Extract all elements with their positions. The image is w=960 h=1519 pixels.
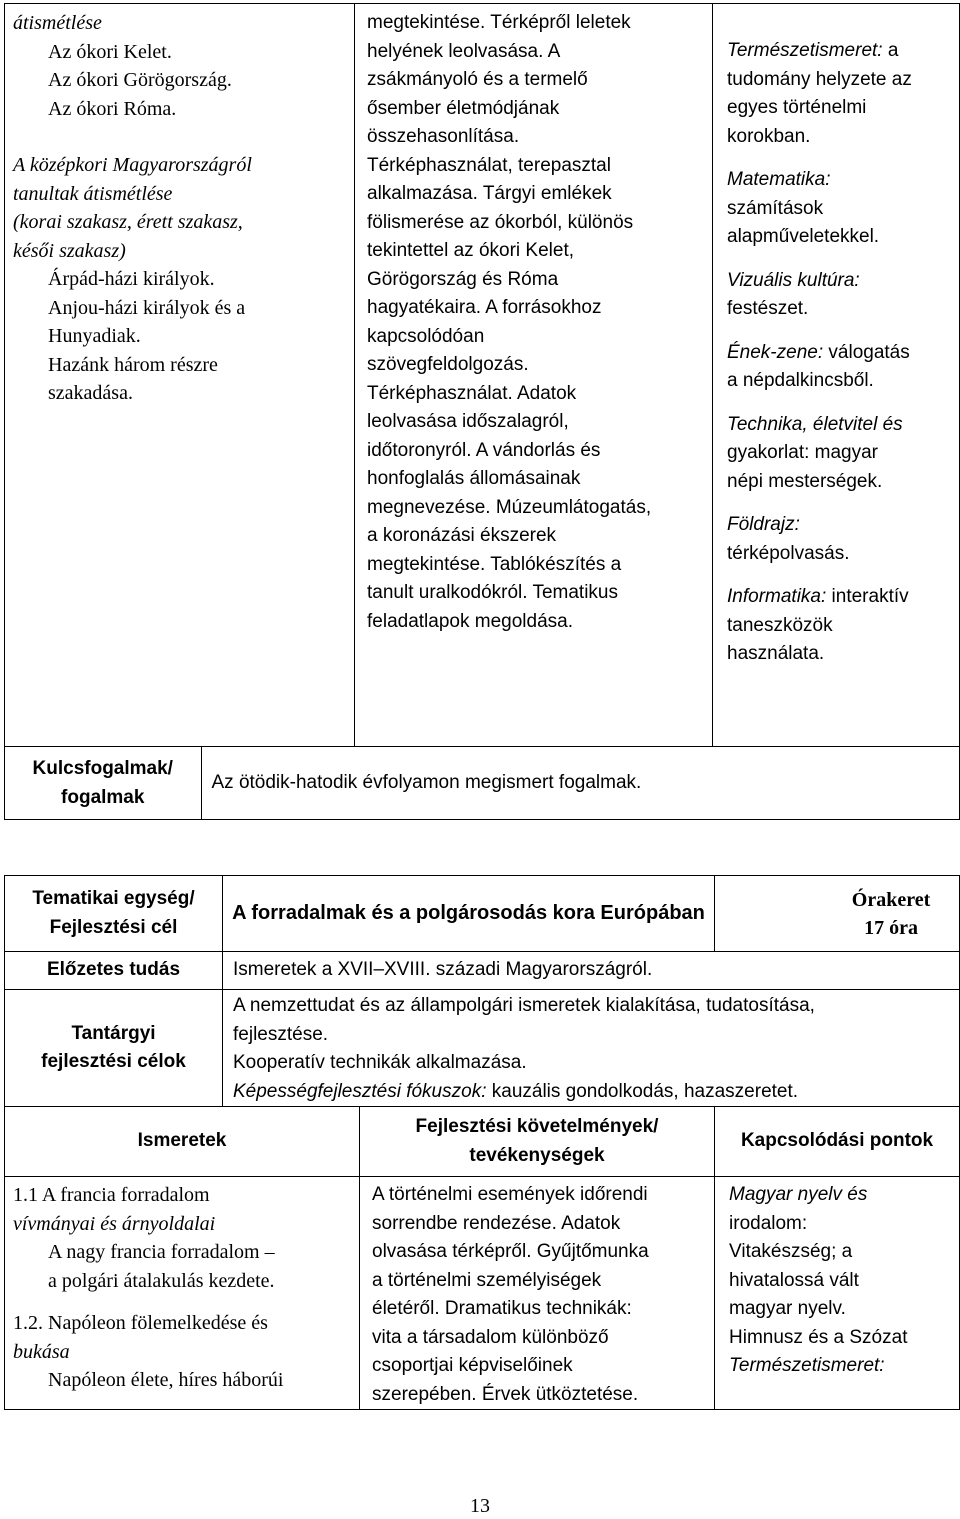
list-item: fölismerése az ókorból, különös bbox=[367, 211, 634, 233]
list-item: a koronázási ékszerek bbox=[367, 525, 557, 546]
topic-number: 1.1 A francia forradalom bbox=[13, 1184, 210, 1206]
list-item: alapműveletekkel. bbox=[727, 226, 880, 247]
list-item: Kooperatív technikák alkalmazása. bbox=[233, 1052, 527, 1073]
page-number: 13 bbox=[470, 1495, 490, 1517]
list-item: A középkori Magyarországról bbox=[13, 154, 252, 176]
list-item: magyar nyelv. bbox=[729, 1298, 846, 1319]
prior-label: Előzetes tudás bbox=[5, 952, 223, 990]
key-concepts-label: Kulcsfogalmak/ fogalmak bbox=[5, 747, 201, 819]
link-subject: Vizuális kultúra: bbox=[727, 269, 860, 291]
list-item: festészet. bbox=[727, 298, 809, 319]
key-concepts-row bbox=[5, 747, 960, 820]
list-item: megnevezése. Múzeumlátogatás, bbox=[367, 496, 652, 518]
table-row bbox=[5, 747, 960, 820]
link-group bbox=[727, 166, 959, 252]
link-group: Ének-zene: válogatás a népdalkincsből. bbox=[727, 339, 959, 396]
link-group: Természetismeret: a tudomány helyzete az egyes történelmi korokban. bbox=[727, 37, 959, 151]
list-item: szakadása. bbox=[48, 382, 133, 404]
table-row bbox=[5, 952, 960, 990]
list-item: Hunyadiak. bbox=[48, 325, 141, 347]
link-subject: Természetismeret: bbox=[727, 40, 883, 61]
list-item: Vitakészség; a bbox=[729, 1241, 853, 1262]
list-item: leolvasása időszalagról, bbox=[367, 411, 569, 432]
list-item: átismétlése bbox=[13, 12, 102, 34]
list-item: megtekintése. Tablókészítés a bbox=[367, 553, 622, 575]
list-item: a polgári átalakulás kezdete. bbox=[48, 1269, 275, 1292]
key-concepts-value: Az ötödik-hatodik évfolyamon megismert fogalmak. bbox=[211, 771, 642, 793]
links-cell bbox=[715, 1177, 960, 1410]
requirements-cell bbox=[360, 1177, 715, 1410]
list-item: számítások bbox=[727, 197, 824, 219]
table-row bbox=[5, 1107, 960, 1177]
link-subject: Földrajz: bbox=[727, 514, 800, 535]
header-requirements: Fejlesztési követelmények/ tevékenységek bbox=[360, 1107, 715, 1177]
list-item: Az ókori Róma. bbox=[48, 97, 177, 120]
prior-value: Ismeretek a XVII–XVIII. századi Magyarországról. bbox=[223, 952, 960, 990]
list-item: gyakorlat: magyar bbox=[727, 442, 879, 463]
list-item: korokban. bbox=[727, 125, 811, 147]
list-item: Az ókori Görögország. bbox=[48, 69, 232, 91]
list bbox=[13, 38, 354, 124]
list-item: népi mesterségek. bbox=[727, 470, 883, 492]
link-group bbox=[727, 411, 959, 497]
link-subject: Ének-zene: bbox=[727, 341, 824, 363]
list-item: összehasonlítása. bbox=[367, 126, 520, 147]
unit-title: A forradalmak és a polgárosodás kora Európában bbox=[223, 876, 715, 952]
hours: Órakeret 17 óra bbox=[715, 876, 960, 952]
list-item: késői szakasz) bbox=[13, 239, 126, 262]
list-item: Hazánk három részre bbox=[48, 353, 218, 376]
table-row bbox=[5, 876, 960, 952]
list-item: Az ókori Kelet. bbox=[48, 40, 172, 63]
list-item: tudomány helyzete az bbox=[727, 68, 912, 90]
topic-title: bukása bbox=[13, 1340, 70, 1363]
paragraph bbox=[367, 9, 712, 636]
list-item: taneszközök bbox=[727, 614, 833, 636]
list-item: olvasása térképről. Gyűjtőmunka bbox=[372, 1241, 649, 1262]
knowledge-cell bbox=[5, 4, 355, 747]
list-item: időtoronyról. A vándorlás és bbox=[367, 439, 601, 461]
list-item: tanultak átismétlése bbox=[13, 182, 173, 205]
unit-label: Tematikai egység/ Fejlesztési cél bbox=[5, 876, 223, 952]
section-heading bbox=[13, 151, 354, 265]
link-subject: Magyar nyelv és bbox=[729, 1184, 868, 1205]
list-item: Árpád-házi királyok. bbox=[48, 268, 215, 290]
header-links: Kapcsolódási pontok bbox=[715, 1107, 960, 1177]
header-knowledge: Ismeretek bbox=[5, 1107, 360, 1177]
list-item: ősember életmódjának bbox=[367, 97, 560, 119]
list-item: vita a társadalom különböző bbox=[372, 1326, 609, 1348]
list-item: helyének leolvasása. A bbox=[367, 40, 561, 62]
list-item: egyes történelmi bbox=[727, 97, 867, 118]
links-cell bbox=[713, 4, 960, 747]
list-item: életéről. Dramatikus technikák: bbox=[372, 1298, 632, 1319]
link-group: Informatika: interaktív taneszközök használata. bbox=[727, 583, 959, 669]
list-item: szerepében. Érvek ütköztetése. bbox=[372, 1383, 639, 1405]
goals-value bbox=[223, 990, 960, 1107]
list-item: szövegfeldolgozás. bbox=[367, 354, 529, 375]
topic-number: 1.2. Napóleon fölemelkedése és bbox=[13, 1312, 268, 1334]
table-row bbox=[5, 1177, 960, 1410]
list-item: használata. bbox=[727, 643, 825, 664]
topic-title: vívmányai és árnyoldalai bbox=[13, 1212, 216, 1235]
list-item: a népdalkincsből. bbox=[727, 370, 874, 391]
list-item: fejlesztése. bbox=[233, 1023, 329, 1045]
link-subject: Természetismeret: bbox=[729, 1355, 885, 1376]
list-item: hagyatékaira. A forrásokhoz bbox=[367, 297, 602, 318]
list-item: hivatalossá vált bbox=[729, 1269, 859, 1291]
list-item: térképolvasás. bbox=[727, 542, 850, 564]
list-item: A nagy francia forradalom – bbox=[48, 1241, 275, 1263]
list-item: Anjou-házi királyok és a bbox=[48, 296, 246, 319]
list-item: A nemzettudat és az állampolgári ismeretek kialakítása, tudatosítása, bbox=[233, 995, 815, 1016]
focus-label: Képességfejlesztési fókuszok: bbox=[233, 1080, 487, 1102]
link-subject: irodalom: bbox=[729, 1212, 808, 1234]
list-item: honfoglalás állomásainak bbox=[367, 468, 581, 489]
link-subject: Informatika: bbox=[727, 586, 827, 607]
table-row bbox=[5, 4, 960, 747]
link-subject: Matematika: bbox=[727, 169, 831, 190]
list bbox=[13, 265, 354, 408]
list-item: Napóleon élete, híres háborúi bbox=[48, 1369, 284, 1391]
focus-value: kauzális gondolkodás, hazaszeretet. bbox=[486, 1080, 799, 1102]
list-item: csoportjai képviselőinek bbox=[372, 1355, 573, 1376]
list-item: alkalmazása. Tárgyi emlékek bbox=[367, 183, 612, 204]
list-item: feladatlapok megoldása. bbox=[367, 610, 573, 632]
table-row bbox=[5, 990, 960, 1107]
list-item: megtekintése. Térképről leletek bbox=[367, 12, 631, 33]
list-item: zsákmányoló és a termelő bbox=[367, 69, 588, 90]
list-item: A történelmi események időrendi bbox=[372, 1184, 648, 1205]
curriculum-table-top bbox=[4, 3, 960, 820]
link-subject: Technika, életvitel és bbox=[727, 413, 903, 435]
list-item: sorrendbe rendezése. Adatok bbox=[372, 1212, 621, 1234]
list-item: tekintettel az ókori Kelet, bbox=[367, 240, 574, 261]
list-item: kapcsolódóan bbox=[367, 325, 485, 347]
list-item: Térképhasználat. Adatok bbox=[367, 382, 577, 404]
list-item: Görögország és Róma bbox=[367, 268, 559, 290]
requirements-cell bbox=[355, 4, 713, 747]
list-item: tanult uralkodókról. Tematikus bbox=[367, 582, 618, 603]
curriculum-table-bottom bbox=[4, 875, 960, 1410]
link-group bbox=[727, 511, 959, 568]
list-item: Himnusz és a Szózat bbox=[729, 1326, 908, 1348]
list-item: (korai szakasz, érett szakasz, bbox=[13, 211, 243, 233]
link-group bbox=[727, 267, 959, 324]
knowledge-cell bbox=[5, 1177, 360, 1410]
list-item: Térképhasználat, terepasztal bbox=[367, 154, 611, 176]
goals-label: Tantárgyi fejlesztési célok bbox=[5, 990, 223, 1107]
links-list bbox=[727, 37, 959, 669]
list-item: a történelmi személyiségek bbox=[372, 1269, 602, 1291]
